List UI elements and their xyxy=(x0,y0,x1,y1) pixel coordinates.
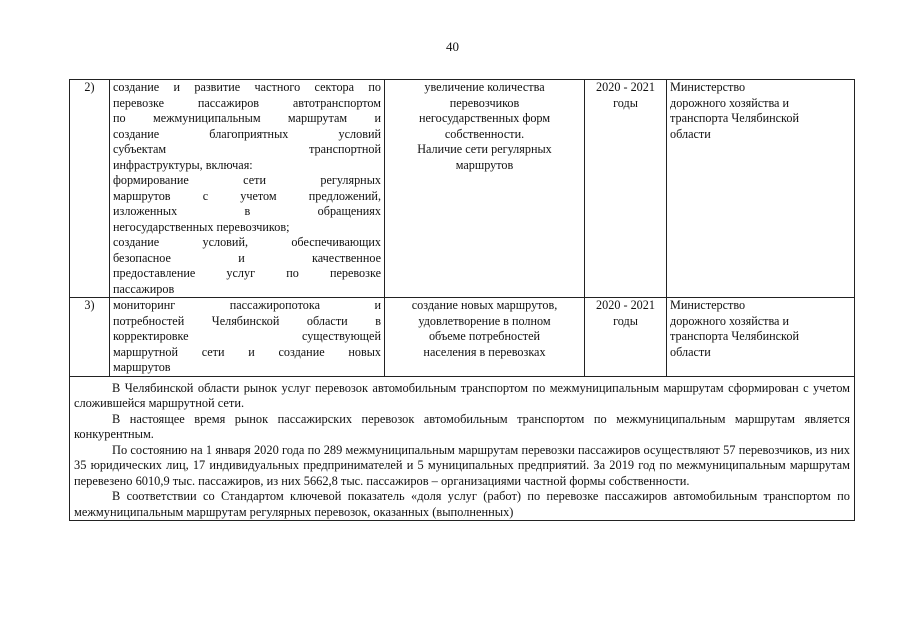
description-line: мониторинг пассажиропотока и xyxy=(113,298,381,312)
description-line: потребностей Челябинской области в xyxy=(113,313,381,328)
description-line: создание условий, обеспечивающих xyxy=(113,235,381,249)
responsible-executor-line: дорожного хозяйства и xyxy=(670,313,790,328)
row-number: 3) xyxy=(70,298,110,377)
description-line: создание и развитие частного сектора по xyxy=(113,80,381,94)
implementation-period-line: годы xyxy=(613,313,638,328)
description-line: безопасное и качественное xyxy=(113,250,381,265)
expected-result-line: перевозчиков xyxy=(449,95,520,110)
expected-result xyxy=(385,80,585,298)
measures-table xyxy=(69,79,855,521)
implementation-period-line: годы xyxy=(613,95,638,110)
paragraph: В Челябинской области рынок услуг перевозок автомобильным транспортом по межмуниципальным маршрутам сформирован с учетом сложившейся маршрутной сети. xyxy=(74,380,850,410)
description-line: инфраструктуры, включая: xyxy=(113,157,253,172)
responsible-executor xyxy=(667,298,855,377)
description-line: маршрутной сети и создание новых xyxy=(113,344,381,359)
responsible-executor-line: области xyxy=(670,344,711,359)
responsible-executor-line: транспорта Челябинской xyxy=(670,111,799,125)
page-number: 40 xyxy=(446,39,459,54)
description-line: маршрутов xyxy=(113,360,171,374)
paragraph: По состоянию на 1 января 2020 года по 289 межмуниципальным маршрутам перевозки пассажиров осуществляют 57 перевозчиков, из них 35 юридических лиц, 17 индивидуальных предпринимателей и 5 муниципальных предприятий. За 2019 год по межмуниципальным маршрутам перевезено 6010,9 тыс. пассажиров, из них 5662,8 тыс. пассажиров – организациями частной формы собственности. xyxy=(74,442,850,488)
description-line: негосударственных перевозчиков; xyxy=(113,219,290,234)
expected-result-line: увеличение количества xyxy=(424,80,545,94)
description-line: изложенных в обращениях xyxy=(113,204,381,218)
expected-result-line: Наличие сети регулярных xyxy=(417,142,552,156)
description-line: маршрутов с учетом предложений, xyxy=(113,188,381,203)
expected-result-line: населения в перевозках xyxy=(423,344,546,359)
responsible-executor-line: области xyxy=(670,126,711,141)
implementation-period-line: 2020 - 2021 xyxy=(596,80,655,94)
description-line: по межмуниципальным маршрутам и xyxy=(113,111,381,125)
expected-result-line: маршрутов xyxy=(455,157,514,172)
description-line: пассажиров xyxy=(113,281,175,296)
expected-result xyxy=(385,298,585,377)
measure-description xyxy=(110,298,385,377)
table-row xyxy=(70,298,855,377)
expected-result-line: собственности. xyxy=(444,126,525,141)
implementation-period-line: 2020 - 2021 xyxy=(596,298,655,312)
expected-result-line: удовлетворение в полном xyxy=(418,313,551,328)
implementation-period xyxy=(585,298,667,377)
expected-result-line: негосударственных форм xyxy=(418,111,551,125)
market-description xyxy=(70,376,855,521)
description-line: формирование сети регулярных xyxy=(113,173,381,187)
implementation-period xyxy=(585,80,667,298)
measure-description xyxy=(110,80,385,298)
description-line: создание благоприятных условий xyxy=(113,126,381,141)
description-line: корректировке существующей xyxy=(113,329,381,343)
responsible-executor-line: транспорта Челябинской xyxy=(670,329,799,343)
expected-result-line: создание новых маршрутов, xyxy=(411,298,558,312)
responsible-executor-line: Министерство xyxy=(670,298,746,312)
paragraph: В соответствии со Стандартом ключевой показатель «доля услуг (работ) по перевозке пассажиров автомобильным транспортом по межмуниципальным маршрутам регулярных перевозок, оказанных (выполненных) xyxy=(74,489,850,519)
description-line: субъектам транспортной xyxy=(113,142,381,156)
description-line: перевозке пассажиров автотранспортом xyxy=(113,95,381,110)
table-row xyxy=(70,80,855,298)
row-number: 2) xyxy=(70,80,110,298)
expected-result-line: объеме потребностей xyxy=(428,329,541,343)
responsible-executor xyxy=(667,80,855,298)
responsible-executor-line: Министерство xyxy=(670,80,746,94)
description-line: предоставление услуг по перевозке xyxy=(113,266,381,280)
responsible-executor-line: дорожного хозяйства и xyxy=(670,95,790,110)
market-description-row xyxy=(70,376,855,521)
paragraph: В настоящее время рынок пассажирских перевозок автомобильным транспортом по межмуниципальным маршрутам является конкурентным. xyxy=(74,411,850,441)
